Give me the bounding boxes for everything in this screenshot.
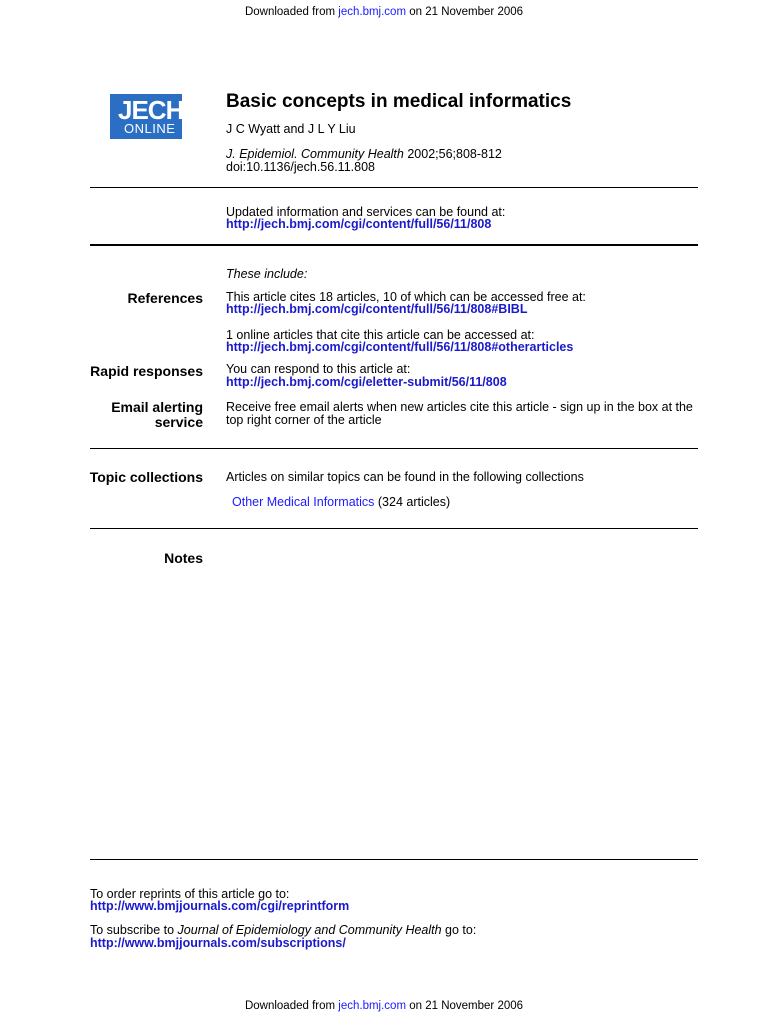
collection-count: (324 articles) xyxy=(374,495,451,509)
topic-collections-label: Topic collections xyxy=(89,469,203,485)
download-suffix-bottom: on 21 November 2006 xyxy=(406,1000,524,1012)
citation-numbers: 2002;56;808-812 xyxy=(403,147,502,161)
journal-name: J. Epidemiol. Community Health xyxy=(226,147,404,161)
references-text-2: 1 online articles that cite this article can be accessed at: xyxy=(226,328,535,342)
references-link-2[interactable]: http://jech.bmj.com/cgi/content/full/56/11/808#otherarticles xyxy=(226,340,574,354)
collection-link[interactable]: Other Medical Informatics xyxy=(232,495,375,509)
subscribe-journal: Journal of Epidemiology and Community Health xyxy=(177,923,442,937)
these-include: These include: xyxy=(226,267,308,281)
references-label: References xyxy=(127,290,203,306)
email-label-line1: Email alerting xyxy=(111,399,203,415)
rapid-responses-label: Rapid responses xyxy=(90,363,203,379)
subscribe-link[interactable]: http://www.bmjjournals.com/subscriptions/ xyxy=(90,936,346,950)
email-alerting-label xyxy=(111,400,203,430)
references-link-1[interactable]: http://jech.bmj.com/cgi/content/full/56/11/808#BIBL xyxy=(226,302,528,316)
divider-5 xyxy=(90,859,698,860)
topic-collections-text: Articles on similar topics can be found in the following collections xyxy=(226,470,584,484)
bottom-download-line xyxy=(0,1000,768,1013)
email-text-line2: top right corner of the article xyxy=(226,413,382,427)
article-authors: J C Wyatt and J L Y Liu xyxy=(226,122,356,136)
download-prefix-bottom: Downloaded from xyxy=(244,1000,339,1012)
divider-4 xyxy=(90,528,698,529)
article-title: Basic concepts in medical informatics xyxy=(226,91,572,112)
email-label-line2: service xyxy=(154,414,203,430)
reprints-link[interactable]: http://www.bmjjournals.com/cgi/reprintform xyxy=(90,899,350,913)
download-suffix: on 21 November 2006 xyxy=(406,6,524,18)
rapid-responses-text: You can respond to this article at: xyxy=(226,362,411,376)
top-download-line xyxy=(0,6,768,19)
divider-1 xyxy=(90,187,698,188)
divider-2 xyxy=(90,244,698,246)
logo-line1: JECH xyxy=(118,95,184,125)
site-link[interactable]: jech.bmj.com xyxy=(338,6,407,18)
references-text-1: This article cites 18 articles, 10 of which can be accessed free at: xyxy=(226,290,586,304)
updated-text: Updated information and services can be found at: xyxy=(226,205,506,219)
logo-line2: ONLINE xyxy=(124,121,176,136)
notes-label: Notes xyxy=(164,550,203,566)
email-alerting-text xyxy=(226,401,698,427)
subscribe-prefix: To subscribe to xyxy=(90,923,178,937)
subscribe-suffix: go to: xyxy=(441,923,477,937)
site-link-bottom[interactable]: jech.bmj.com xyxy=(338,1000,407,1012)
rapid-responses-link[interactable]: http://jech.bmj.com/cgi/eletter-submit/56/11/808 xyxy=(226,375,507,389)
download-prefix: Downloaded from xyxy=(244,6,339,18)
jech-online-logo[interactable] xyxy=(110,94,182,139)
divider-3 xyxy=(90,448,698,449)
article-doi: doi:10.1136/jech.56.11.808 xyxy=(226,160,375,174)
updated-link[interactable]: http://jech.bmj.com/cgi/content/full/56/11/808 xyxy=(226,217,492,231)
topic-collection-item xyxy=(232,496,450,509)
reprints-text: To order reprints of this article go to: xyxy=(90,887,290,901)
email-text-line1: Receive free email alerts when new articles cite this article - sign up in the box at the xyxy=(226,400,693,414)
